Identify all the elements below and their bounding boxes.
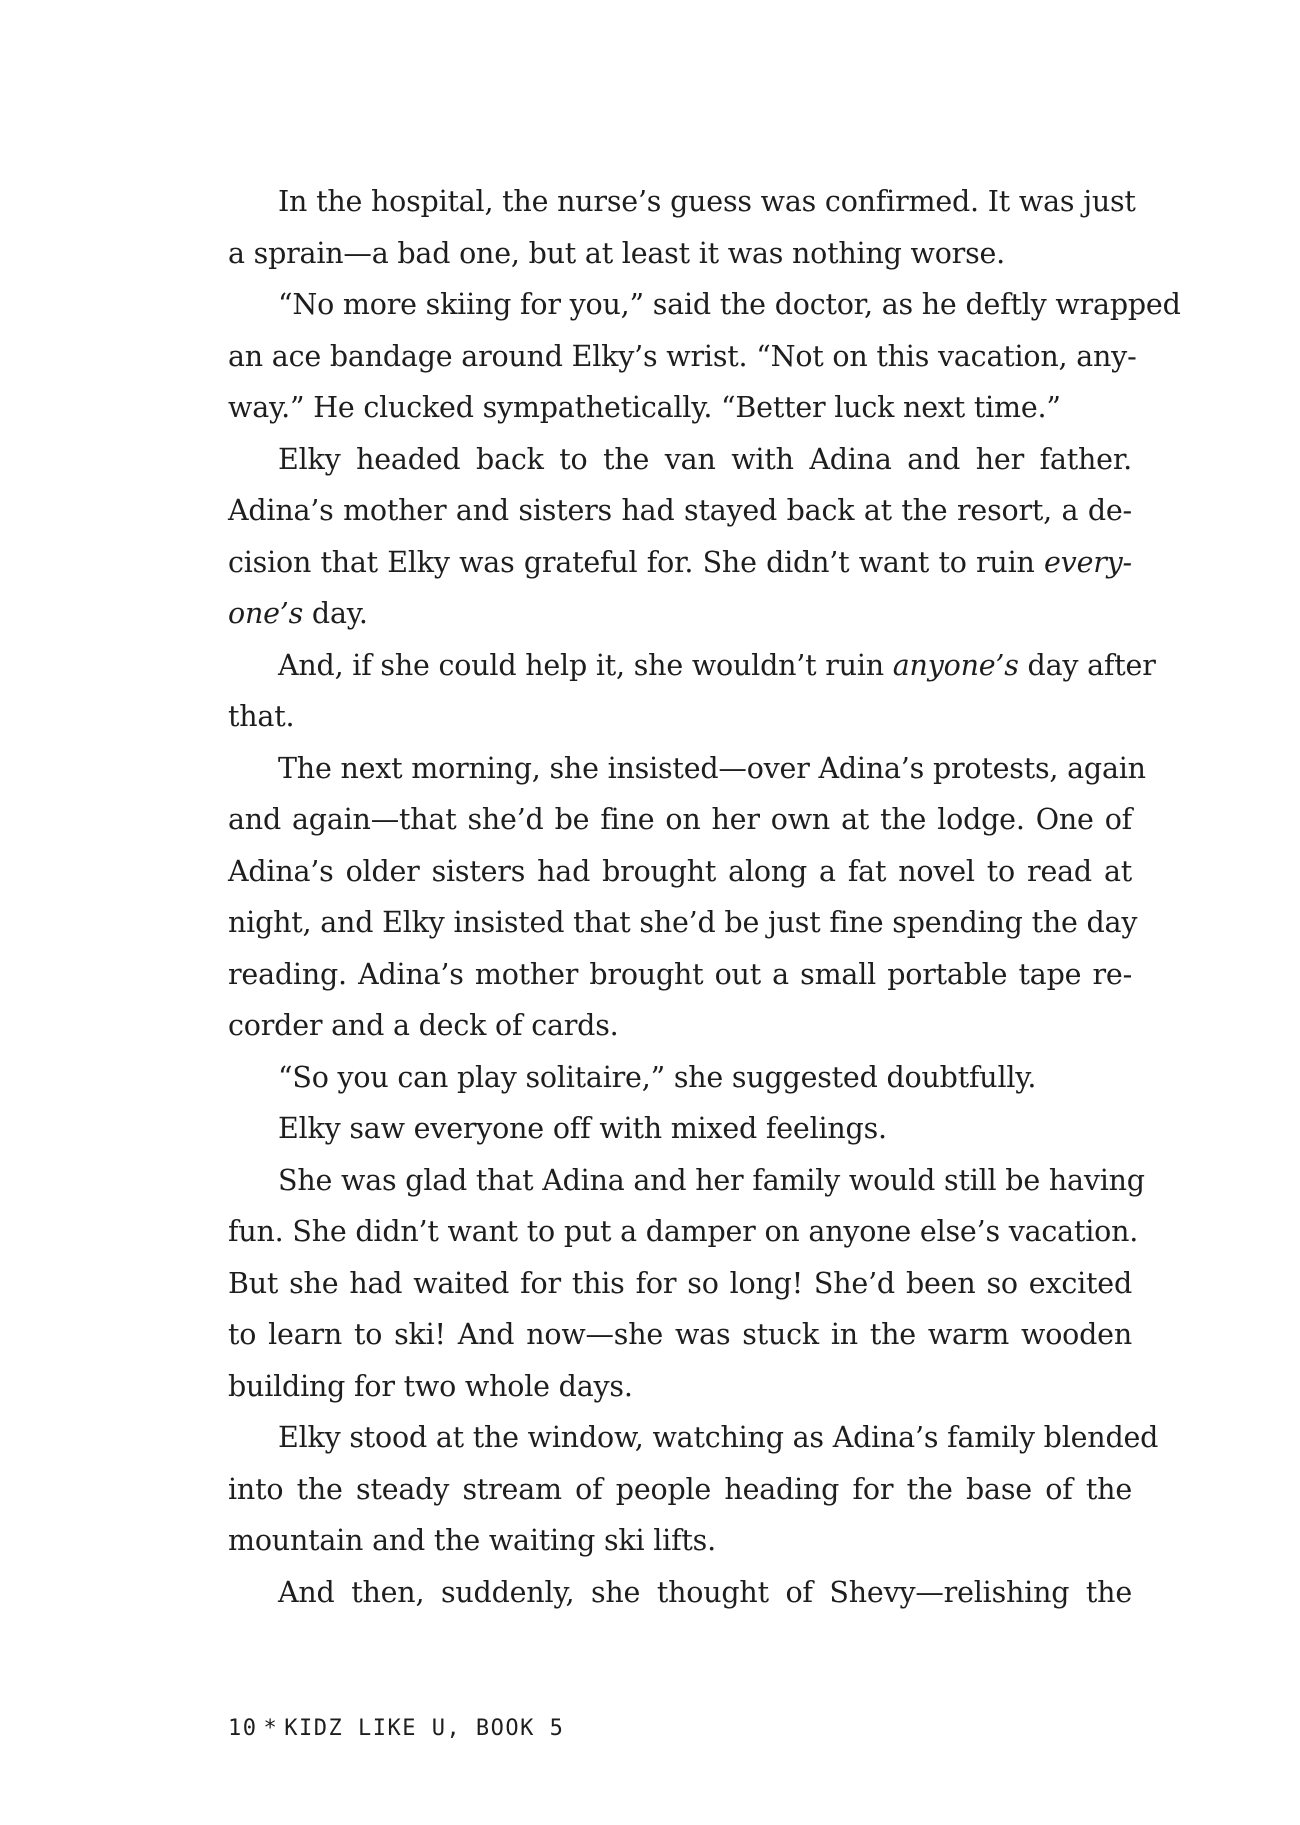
emphasis-text: every- (1044, 545, 1132, 579)
text-line: But she had waited for this for so long! She’d been so excited (228, 1266, 1132, 1300)
text-line: night, and Elky insisted that she’d be just fine spending the day (228, 906, 1138, 939)
text-line: In the hospital, the nurse’s guess was confirmed. It was just (278, 185, 1136, 218)
text-segment: cision that Elky was grateful for. She didn’t want to ruin (228, 545, 1044, 579)
text-line: Adina’s mother and sisters had stayed back at the resort, a de- (228, 494, 1132, 527)
text-line: to learn to ski! And now—she was stuck in the warm wooden (228, 1318, 1132, 1351)
text-segment: day. (303, 597, 368, 630)
text-line (228, 588, 1132, 640)
text-line: building for two whole days. (228, 1369, 633, 1403)
text-line (228, 537, 1132, 589)
text-line: She was glad that Adina and her family would still be having (278, 1163, 1145, 1197)
footer-separator: * (263, 1716, 279, 1741)
emphasis-text: anyone’s (892, 648, 1019, 682)
text-line: corder and a deck of cards. (228, 1009, 619, 1042)
text-line: fun. She didn’t want to put a damper on anyone else’s vacation. (228, 1215, 1139, 1248)
text-segment: And, if she could help it, she wouldn’t ruin (278, 648, 893, 682)
text-line: Adina’s older sisters had brought along a fat novel to read at (228, 854, 1132, 888)
page-footer (228, 1716, 564, 1741)
text-line: Elky saw everyone off with mixed feelings. (278, 1112, 887, 1145)
text-line: “So you can play solitaire,” she suggested doubtfully. (278, 1060, 1037, 1094)
text-line: an ace bandage around Elky’s wrist. “Not on this vacation, any- (228, 339, 1137, 373)
text-line: The next morning, she insisted—over Adina’s protests, again (278, 751, 1146, 785)
text-line: way.” He clucked sympathetically. “Better luck next time.” (228, 391, 1061, 424)
text-line: “No more skiing for you,” said the doctor, as he deftly wrapped (278, 288, 1181, 321)
running-title: KIDZ LIKE U, BOOK 5 (284, 1716, 565, 1741)
text-line: Elky stood at the window, watching as Adina’s family blended (278, 1421, 1159, 1454)
text-line: reading. Adina’s mother brought out a small portable tape re- (228, 957, 1132, 991)
text-line: a sprain—a bad one, but at least it was nothing worse. (228, 236, 1006, 270)
emphasis-text: one’s (228, 597, 304, 630)
text-line: and again—that she’d be fine on her own at the lodge. One of (228, 803, 1132, 836)
text-line: mountain and the waiting ski lifts. (228, 1524, 716, 1557)
text-segment: day after (1018, 648, 1156, 682)
text-line: And then, suddenly, she thought of Shevy—relishing the (278, 1575, 1132, 1609)
text-line: that. (228, 700, 295, 733)
text-line: into the steady stream of people heading for the base of the (228, 1472, 1132, 1506)
body-text (228, 176, 1181, 1618)
page-number: 10 (228, 1716, 258, 1741)
text-line: Elky headed back to the van with Adina and her father. (278, 442, 1132, 476)
text-line (228, 640, 1156, 692)
